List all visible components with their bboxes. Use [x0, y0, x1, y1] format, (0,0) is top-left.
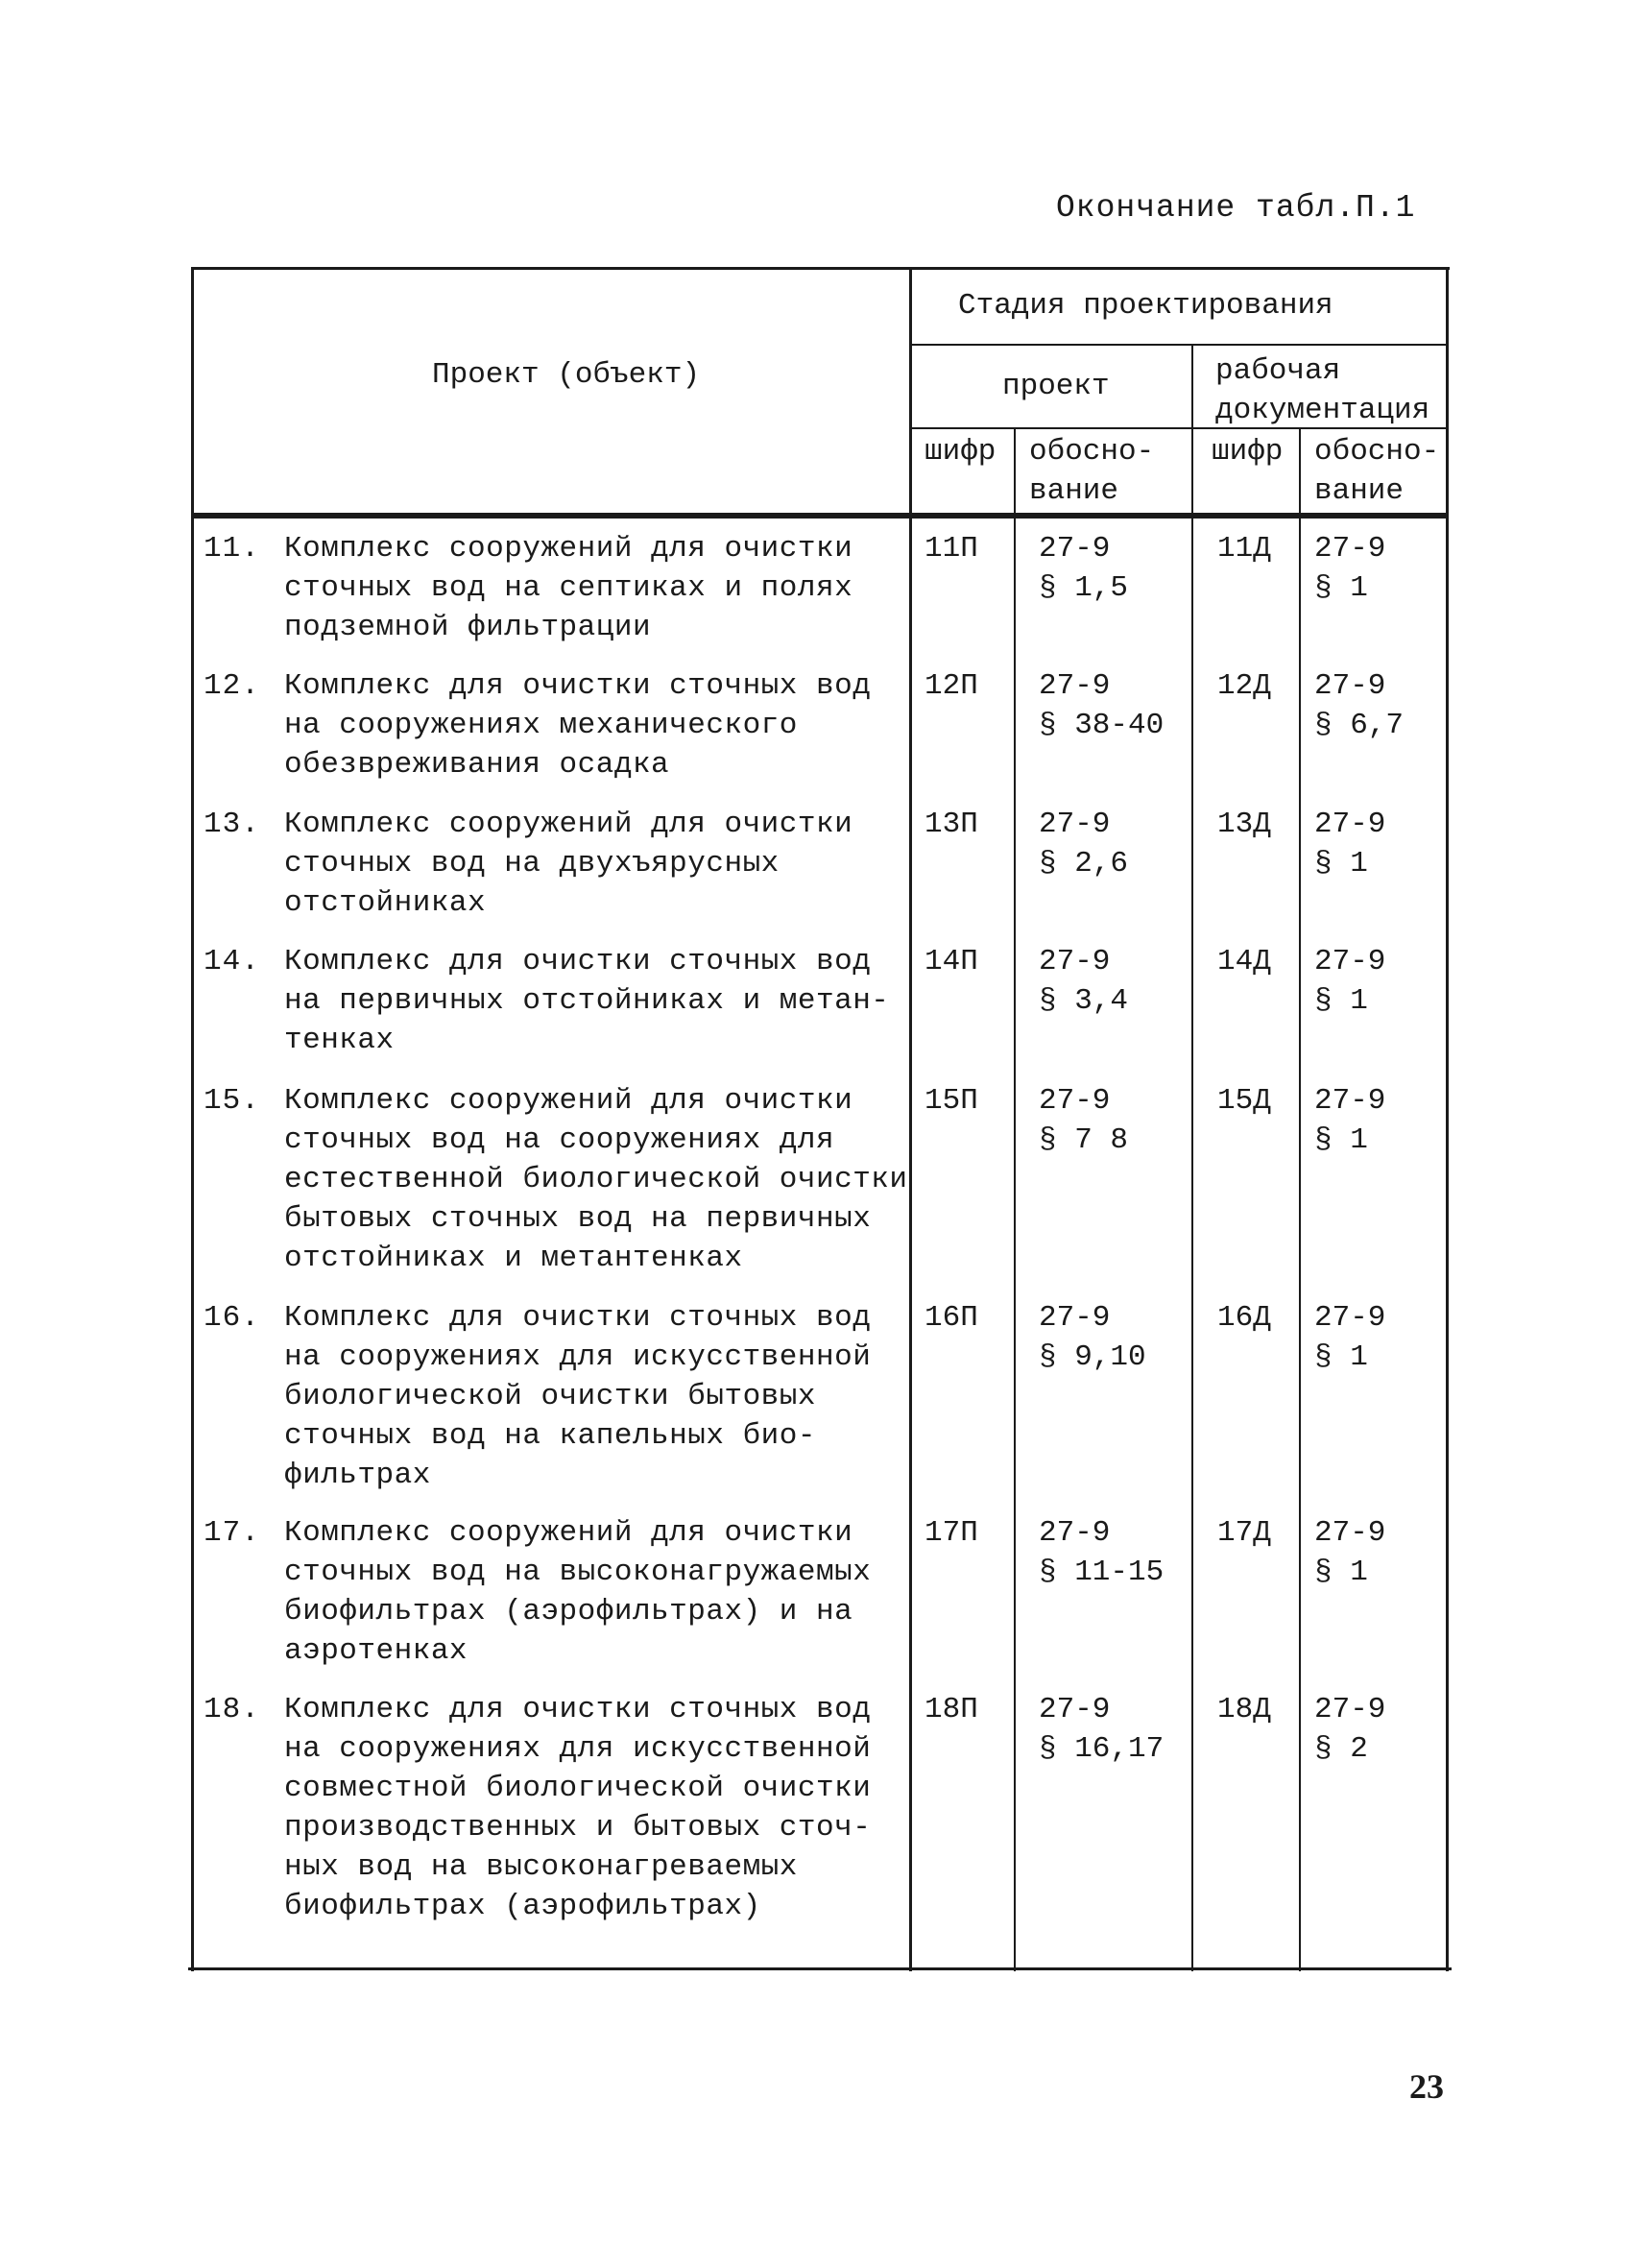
description-line: тенках	[284, 1024, 395, 1057]
description-line: на сооружениях механического	[284, 709, 798, 742]
description-line: Комплекс для очистки сточных вод	[284, 1693, 872, 1726]
row-description	[284, 529, 853, 647]
description-line: сточных вод на сооружениях для	[284, 1123, 835, 1157]
col-divider-project-code	[1014, 427, 1016, 1971]
description-line: совместной биологической очистки	[284, 1772, 872, 1805]
basis-line: 27-9	[1039, 669, 1111, 703]
project-code: 17П	[925, 1516, 978, 1550]
description-line: ных вод на высоконагреваемых	[284, 1850, 798, 1884]
description-line: биофильтрах (аэрофильтрах) и на	[284, 1595, 853, 1629]
description-line: Комплекс для очистки сточных вод	[284, 945, 872, 978]
project-basis	[1039, 1081, 1128, 1160]
table-bottom-border	[188, 1967, 1452, 1970]
docs-code: 13Д	[1217, 808, 1271, 841]
row-number: 12.	[204, 669, 260, 703]
row-number: 11.	[204, 532, 260, 566]
header-project-code: шифр	[925, 435, 997, 469]
header-project-object: Проект (объект)	[432, 358, 701, 392]
header-docs-code: шифр	[1212, 435, 1284, 469]
docs-basis	[1314, 805, 1385, 883]
row-number: 17.	[204, 1516, 260, 1550]
header-working-docs-line-2: документация	[1215, 394, 1430, 427]
description-line: фильтрах	[284, 1459, 431, 1492]
basis-line: § 1	[1314, 1556, 1368, 1589]
basis-line: § 1	[1314, 984, 1368, 1018]
basis-line: § 38-40	[1039, 709, 1165, 742]
header-separator	[194, 513, 1449, 519]
docs-code: 16Д	[1217, 1301, 1271, 1335]
header-stage-underline	[912, 344, 1447, 346]
docs-code: 11Д	[1217, 532, 1271, 566]
header-docs-basis	[1314, 432, 1439, 511]
description-line: сточных вод на септиках и полях	[284, 571, 853, 605]
basis-line: § 1	[1314, 1123, 1368, 1157]
header-working-docs	[1215, 351, 1429, 430]
project-code: 11П	[925, 532, 978, 566]
description-line: на сооружениях для искусственной	[284, 1732, 872, 1766]
header-project-basis-line-2: вание	[1029, 474, 1119, 508]
col-divider-docs-code	[1299, 427, 1301, 1971]
docs-basis	[1314, 529, 1385, 608]
row-number: 14.	[204, 945, 260, 978]
description-line: Комплекс сооружений для очистки	[284, 808, 853, 841]
row-number: 13.	[204, 808, 260, 841]
project-code: 13П	[925, 808, 978, 841]
basis-line: 27-9	[1039, 945, 1111, 978]
header-project: проект	[1002, 370, 1110, 403]
basis-line: 27-9	[1314, 808, 1386, 841]
basis-line: 27-9	[1314, 532, 1386, 566]
description-line: Комплекс для очистки сточных вод	[284, 669, 872, 703]
row-description	[284, 1513, 871, 1671]
description-line: обезвреживания осадка	[284, 748, 670, 782]
basis-line: 27-9	[1039, 532, 1111, 566]
docs-code: 12Д	[1217, 669, 1271, 703]
description-line: биофильтрах (аэрофильтрах)	[284, 1890, 761, 1923]
description-line: аэротенках	[284, 1634, 468, 1668]
docs-basis	[1314, 1298, 1385, 1377]
basis-line: § 16,17	[1039, 1732, 1165, 1766]
description-line: Комплекс для очистки сточных вод	[284, 1301, 872, 1335]
basis-line: 27-9	[1314, 1084, 1386, 1118]
description-line: биологической очистки бытовых	[284, 1380, 816, 1413]
project-basis	[1039, 1298, 1146, 1377]
basis-line: § 3,4	[1039, 984, 1129, 1018]
row-number: 15.	[204, 1084, 260, 1118]
basis-line: 27-9	[1314, 1516, 1386, 1550]
row-description	[284, 1298, 871, 1495]
project-code: 15П	[925, 1084, 978, 1118]
basis-line: § 1,5	[1039, 571, 1129, 605]
docs-basis	[1314, 942, 1385, 1021]
row-description	[284, 1081, 908, 1278]
table-caption: Окончание табл.П.1	[1056, 190, 1416, 226]
row-description	[284, 942, 889, 1060]
project-code: 12П	[925, 669, 978, 703]
project-basis	[1039, 942, 1128, 1021]
basis-line: 27-9	[1039, 1693, 1111, 1726]
row-description	[284, 1690, 871, 1926]
basis-line: 27-9	[1039, 1084, 1111, 1118]
header-design-stage: Стадия проектирования	[958, 289, 1333, 323]
description-line: Комплекс сооружений для очистки	[284, 532, 853, 566]
description-line: отстойниках	[284, 886, 487, 920]
description-line: сточных вод на высоконагружаемых	[284, 1556, 872, 1589]
basis-line: § 2,6	[1039, 847, 1129, 881]
project-basis	[1039, 805, 1128, 883]
header-docs-basis-line-2: вание	[1314, 474, 1405, 508]
table-left-border	[191, 267, 194, 1971]
basis-line: § 11-15	[1039, 1556, 1165, 1589]
basis-line: 27-9	[1314, 669, 1386, 703]
docs-code: 14Д	[1217, 945, 1271, 978]
basis-line: § 1	[1314, 847, 1368, 881]
table-right-border	[1446, 267, 1449, 1971]
description-line: на сооружениях для искусственной	[284, 1340, 872, 1374]
basis-line: 27-9	[1039, 808, 1111, 841]
col-divider-docs	[1191, 344, 1193, 1971]
basis-line: 27-9	[1314, 945, 1386, 978]
project-code: 14П	[925, 945, 978, 978]
description-line: подземной фильтрации	[284, 611, 652, 644]
description-line: на первичных отстойниках и метан-	[284, 984, 890, 1018]
data-table	[188, 267, 1455, 1971]
docs-code: 15Д	[1217, 1084, 1271, 1118]
basis-line: § 7 8	[1039, 1123, 1129, 1157]
row-description	[284, 666, 871, 784]
basis-line: § 2	[1314, 1732, 1368, 1766]
page-number: 23	[1409, 2067, 1444, 2106]
docs-code: 17Д	[1217, 1516, 1271, 1550]
docs-basis	[1314, 1081, 1385, 1160]
docs-basis	[1314, 666, 1404, 745]
docs-basis	[1314, 1690, 1385, 1769]
description-line: бытовых сточных вод на первичных	[284, 1202, 872, 1236]
row-number: 18.	[204, 1693, 260, 1726]
header-project-basis-line-1: обосно-	[1029, 435, 1155, 469]
header-working-docs-line-1: рабочая	[1215, 354, 1341, 388]
basis-line: § 6,7	[1314, 709, 1405, 742]
basis-line: 27-9	[1039, 1516, 1111, 1550]
basis-line: 27-9	[1314, 1693, 1386, 1726]
description-line: естественной биологической очистки	[284, 1163, 908, 1196]
row-description	[284, 805, 853, 923]
docs-code: 18Д	[1217, 1693, 1271, 1726]
description-line: отстойниках и метантенках	[284, 1242, 743, 1275]
description-line: сточных вод на двухъярусных	[284, 847, 780, 881]
description-line: Комплекс сооружений для очистки	[284, 1516, 853, 1550]
description-line: сточных вод на капельных био-	[284, 1419, 816, 1453]
col-divider-object	[909, 267, 912, 1971]
project-code: 16П	[925, 1301, 978, 1335]
description-line: производственных и бытовых сточ-	[284, 1811, 872, 1845]
basis-line: 27-9	[1039, 1301, 1111, 1335]
project-basis	[1039, 1513, 1164, 1592]
project-basis	[1039, 1690, 1164, 1769]
project-code: 18П	[925, 1693, 978, 1726]
basis-line: § 9,10	[1039, 1340, 1146, 1374]
description-line: Комплекс сооружений для очистки	[284, 1084, 853, 1118]
basis-line: 27-9	[1314, 1301, 1386, 1335]
row-number: 16.	[204, 1301, 260, 1335]
header-project-basis	[1029, 432, 1154, 511]
project-basis	[1039, 666, 1164, 745]
table-top-border	[194, 267, 1450, 270]
project-basis	[1039, 529, 1128, 608]
basis-line: § 1	[1314, 571, 1368, 605]
docs-basis	[1314, 1513, 1385, 1592]
basis-line: § 1	[1314, 1340, 1368, 1374]
header-docs-basis-line-1: обосно-	[1314, 435, 1440, 469]
